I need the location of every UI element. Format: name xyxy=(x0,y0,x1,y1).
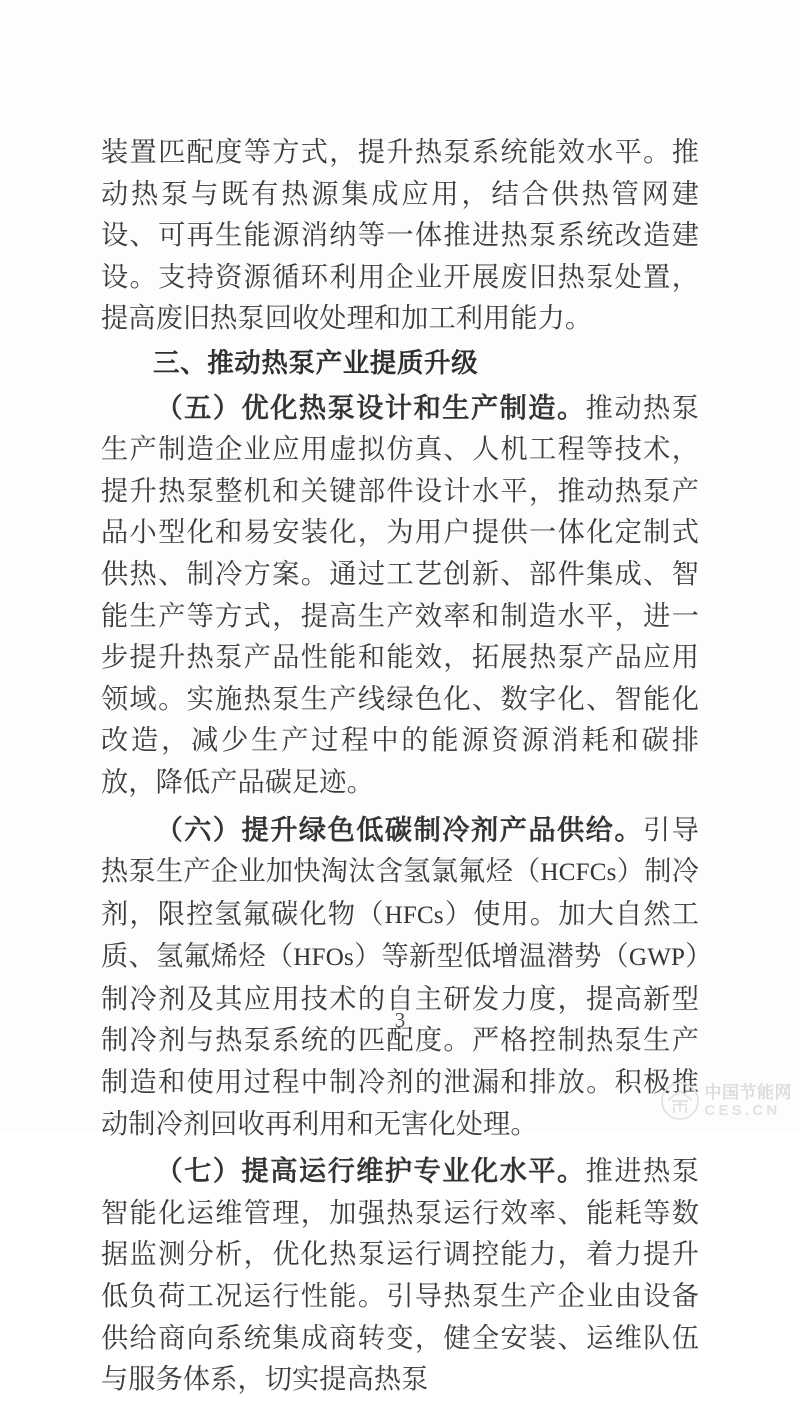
item-seven-body: 推进热泵智能化运维管理，加强热泵运行效率、能耗等数据监测分析，优化热泵运行调控能力，着力提升低负荷工况运行性能。引导热泵生产企业由设备供给商向系统集成商转变，健全安装、运维队伍与服务体系，切实提高热泵 xyxy=(101,1156,699,1395)
continued-paragraph: 装置匹配度等方式，提升热泵系统能效水平。推动热泵与既有热源集成应用，结合供热管网建设、可再生能源消纳等一体推进热泵系统改造建设。支持资源循环利用企业开展废旧热泵处置，提高废旧热泵回收处理和加工利用能力。 xyxy=(101,137,699,334)
abbreviation-hfos: HFOs xyxy=(293,944,354,972)
item-six-lead: （六）提升绿色低碳制冷剂产品供给。 xyxy=(155,814,644,845)
abbreviation-hfcs: HFCs xyxy=(384,901,444,929)
item-five-paragraph xyxy=(101,388,699,804)
item-six-body-4: ）等新型低增温潜势（ xyxy=(353,941,629,972)
page-number: 3 xyxy=(394,1008,406,1032)
document-text-column xyxy=(101,132,699,1401)
item-six-body-1: 引导热泵生产企业加快淘汰含氢氯氟烃（ xyxy=(101,814,699,887)
item-six-paragraph xyxy=(101,810,699,1146)
item-five-body: 推动热泵生产制造企业应用虚拟仿真、人机工程等技术，提升热泵整机和关键部件设计水平，推动热泵产品小型化和易安装化，为用户提供一体化定制式供热、制冷方案。通过工艺创新、部件集成、智能生产等方式，提高生产效率和制造水平，进一步提升热泵产品性能和能效，拓展热泵产品应用领域。实施热泵生产线绿色化、数字化、智能化改造，减少生产过程中的能源资源消耗和碳排放，降低产品碳足迹。 xyxy=(101,392,699,797)
watermark-en-label: CES.CN xyxy=(704,1102,781,1119)
item-seven-paragraph xyxy=(101,1151,699,1401)
abbreviation-hcfcs: HCFCs xyxy=(540,859,617,887)
item-six-body-5: ）制冷剂及其应用技术的自主研发力度，提高新型制冷剂与热泵系统的匹配度。严格控制热泵生产制造和使用过程中制冷剂的泄漏和排放。积极推动制冷剂回收再利用和无害化处理。 xyxy=(101,941,699,1139)
item-six-body-3: ）使用。加大自然工质、氢氟烯烃（ xyxy=(101,898,699,972)
item-five-lead: （五）优化热泵设计和生产制造。 xyxy=(155,392,586,423)
abbreviation-gwp: GWP xyxy=(628,944,686,972)
section-heading-three: 三、推动热泵产业提质升级 xyxy=(153,347,479,378)
item-six-body-2: ）制冷剂，限控氢氟碳化物（ xyxy=(101,856,699,929)
watermark-text-group xyxy=(705,1084,793,1118)
watermark-cn-label: 中国节能网 xyxy=(704,1083,792,1102)
item-seven-lead: （七）提高运行维护专业化水平。 xyxy=(155,1156,586,1187)
